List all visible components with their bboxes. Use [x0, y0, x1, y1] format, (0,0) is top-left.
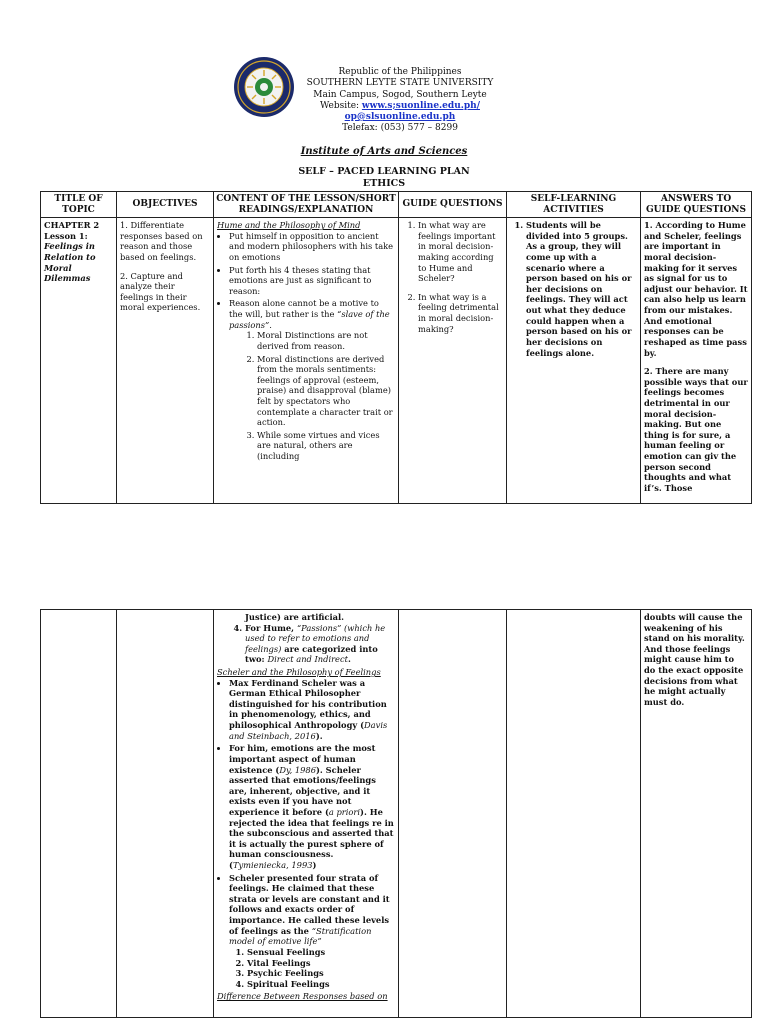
activities-cell [507, 218, 641, 504]
lesson-title: Feelings in Relation to Moral Dilemmas [44, 241, 96, 284]
list-item: 3. Psychic Feelings [247, 968, 395, 979]
header-answers: ANSWERS TO GUIDE QUESTIONS [641, 192, 752, 218]
header-university: SOUTHERN LEYTE STATE UNIVERSITY [306, 78, 494, 89]
list-item: 2. In what way is a feeling detrimental in moral decision-making? [418, 292, 503, 334]
plan-title-block [0, 166, 768, 191]
learning-plan-table-page1 [40, 191, 752, 504]
list-item: • Scheler presented four strata of feelings. He claimed that these strata or levels are constant and it follows and exacts order of importance. He called these levels of feelings as the “Stratification model of emotive life” 1. Sensual Feelings 2. Vital Feelings 3. Psychic Feelings 4. Spiritual Feelings [229, 873, 395, 990]
objectives-cell-continued [117, 610, 214, 1018]
objective-1: 1. Differentiate responses based on reason and those based on feelings. [120, 220, 203, 263]
answer-2: 2. There are many possible ways that our feelings becomes detrimental in our moral decision-making. But one thing is for sure, a human feeling or emotion can giv the person second thoughts and what if’s. Those [644, 366, 748, 493]
topic-cell-continued [41, 610, 117, 1018]
answers-cell [641, 218, 752, 504]
objectives-cell [117, 218, 214, 504]
list-item: 4. For Hume, “Passions” (which he used to refer to emotions and feelings) are categorized into two: Direct and Indirect. [245, 623, 395, 665]
list-item: 1. In what way are feelings important in moral decision-making according to Hume and Scheler? [418, 220, 503, 284]
answers-cell-continued: doubts will cause the weakening of his stand on his morality. And those feelings might cause him to do the exact opposite decisions from what he might actually must do. [641, 610, 752, 1018]
content-continued-line: Justice) are artificial. [245, 612, 345, 622]
website-link[interactable]: www.s;suonline.edu.ph/ [361, 100, 480, 111]
lesson-label: Lesson 1: [44, 230, 88, 241]
strata-list [229, 947, 395, 989]
list-item: 4. Spiritual Feelings [247, 979, 395, 990]
list-item: 1. Sensual Feelings [247, 947, 395, 958]
header-campus: Main Campus, Sogod, Southern Leyte [313, 89, 487, 100]
guide-questions-cell-continued [399, 610, 507, 1018]
website-label: Website: [319, 100, 362, 111]
plan-title: SELF – PACED LEARNING PLAN [298, 166, 470, 177]
header-objectives: OBJECTIVES [117, 192, 214, 218]
scheler-heading: Scheler and the Philosophy of Feelings [217, 667, 381, 678]
list-item: 2. Moral distinctions are derived from the morals sentiments: feelings of approval (esteem, praise) and disapproval (blame) felt by spectators who contemplate a character trait or action. [257, 354, 395, 428]
learning-plan-table-page2 [40, 609, 752, 1018]
subject-title: ETHICS [362, 178, 406, 190]
answer-1: 1. According to Hume and Scheler, feelings are important in moral decision-making for it serves as signal for us to adjust our behavior. It can also help us learn from our mistakes. And emotional responses can be reshaped as time pass by. [644, 220, 748, 358]
email-link[interactable]: op@slsuonline.edu.ph [344, 112, 456, 122]
list-item: 1. Moral Distinctions are not derived from reason. [257, 330, 395, 351]
scheler-bullets [217, 678, 395, 990]
difference-heading: Difference Between Responses based on [217, 991, 388, 1002]
content-cell-continued [214, 610, 399, 1018]
list-item: • Reason alone cannot be a motive to the will, but rather is the “slave of the passions”. 1. Moral Distinctions are not derived from reason. 2. Moral distinctions are derived from the morals sentiments: feelings of approval (esteem, praise) and disapproval (blame) felt by spectators who contemplate a character trait or action. 3. While some virtues and vices are natural, others are (including [229, 298, 395, 461]
university-seal-logo [233, 56, 295, 118]
header-guide-questions: GUIDE QUESTIONS [399, 192, 507, 218]
header-content: CONTENT OF THE LESSON/SHORT READINGS/EXPLANATION [214, 192, 399, 218]
header-telefax: Telefax: (053) 577 – 8299 [342, 123, 458, 134]
list-item: 3. While some virtues and vices are natural, others are (including [257, 430, 395, 462]
letterhead [300, 67, 500, 135]
guide-questions-list [402, 220, 503, 334]
hume-bullets [217, 231, 395, 462]
header-email-line [300, 112, 500, 123]
topic-cell [41, 218, 117, 504]
header-title-of-topic: TITLE OF TOPIC [41, 192, 117, 218]
list-item: • Max Ferdinand Scheler was a German Ethical Philosopher distinguished for his contribution in phenomenology, ethics, and philosophical Anthropology (Davis and Steinbach, 2016). [229, 678, 395, 742]
header-activities: SELF-LEARNING ACTIVITIES [507, 192, 641, 218]
header-country: Republic of the Philippines [338, 67, 462, 77]
objective-2: 2. Capture and analyze their feelings in their moral experiences. [120, 270, 201, 313]
list-item: 1. Students will be divided into 5 groups. As a group, they will come up with a scenario where a person based on his or her decisions on feelings. They will act out what they deduce could happen when a person based on his or her decisions on feelings alone. [526, 220, 637, 358]
hume-thesis-4 [217, 623, 395, 665]
chapter-label: CHAPTER 2 [44, 220, 100, 231]
list-item: • Put forth his 4 theses stating that emotions are just as significant to reason: [229, 265, 395, 297]
activities-cell-continued [507, 610, 641, 1018]
table-header-row [41, 192, 752, 218]
header-website-line [300, 101, 500, 112]
hume-theses [229, 330, 395, 461]
list-item: 2. Vital Feelings [247, 958, 395, 969]
list-item: • Put himself in opposition to ancient and modern philosophers with his take on emotions [229, 231, 395, 263]
institute-name: Institute of Arts and Sciences [300, 146, 468, 157]
activities-list [510, 220, 637, 358]
content-cell [214, 218, 399, 504]
list-item: • For him, emotions are the most important aspect of human existence (Dy, 1986). Scheler asserted that emotions/feelings are, inherent, objective, and it exists even if you have not experience it before (a priori). He rejected the idea that feelings re in the subconscious and asserted that it is actually the purest sphere of human consciousness. (Tymieniecka, 1993) [229, 743, 395, 870]
hume-heading: Hume and the Philosophy of Mind [217, 220, 361, 231]
guide-questions-cell [399, 218, 507, 504]
table-row [41, 218, 752, 504]
table-row [41, 610, 752, 1018]
